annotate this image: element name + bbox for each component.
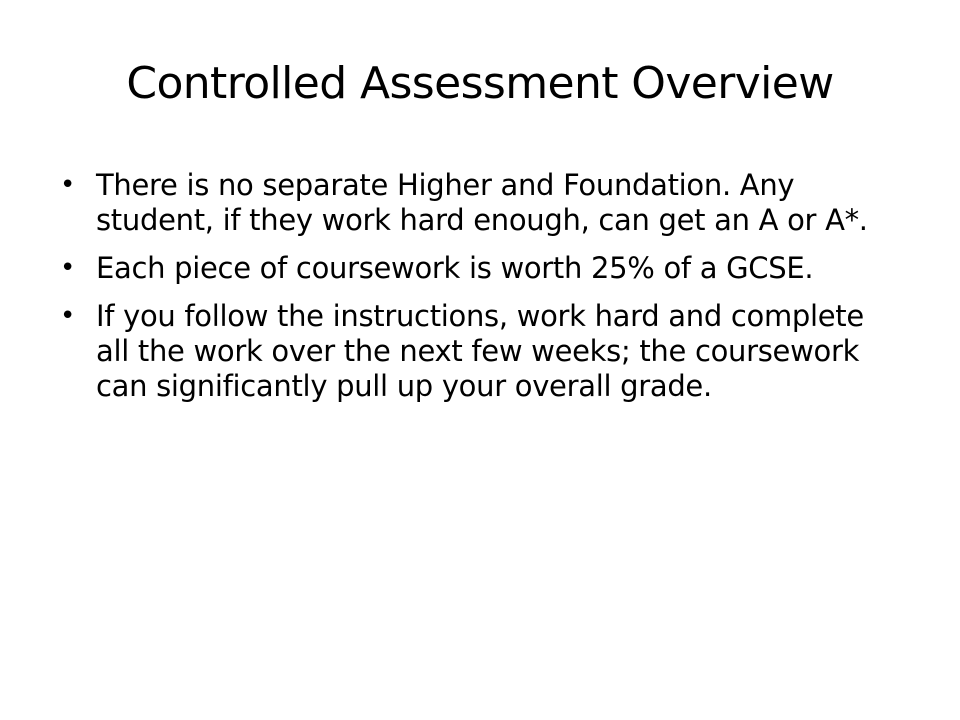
bullet-icon: • [60, 253, 76, 283]
bullet-item [60, 299, 880, 404]
bullet-icon: • [60, 301, 76, 331]
bullet-text: There is no separate Higher and Foundation. Any student, if they work hard enough, can get an A or A*. [96, 168, 868, 237]
slide-title: Controlled Assessment Overview [126, 58, 834, 109]
bullet-list [60, 168, 880, 417]
bullet-item [60, 168, 880, 238]
bullet-icon: • [60, 170, 76, 200]
bullet-item [60, 251, 880, 286]
bullet-text: If you follow the instructions, work hard and complete all the work over the next few weeks; the coursework can significantly pull up your overall grade. [96, 299, 864, 403]
bullet-text: Each piece of coursework is worth 25% of a GCSE. [96, 251, 814, 285]
